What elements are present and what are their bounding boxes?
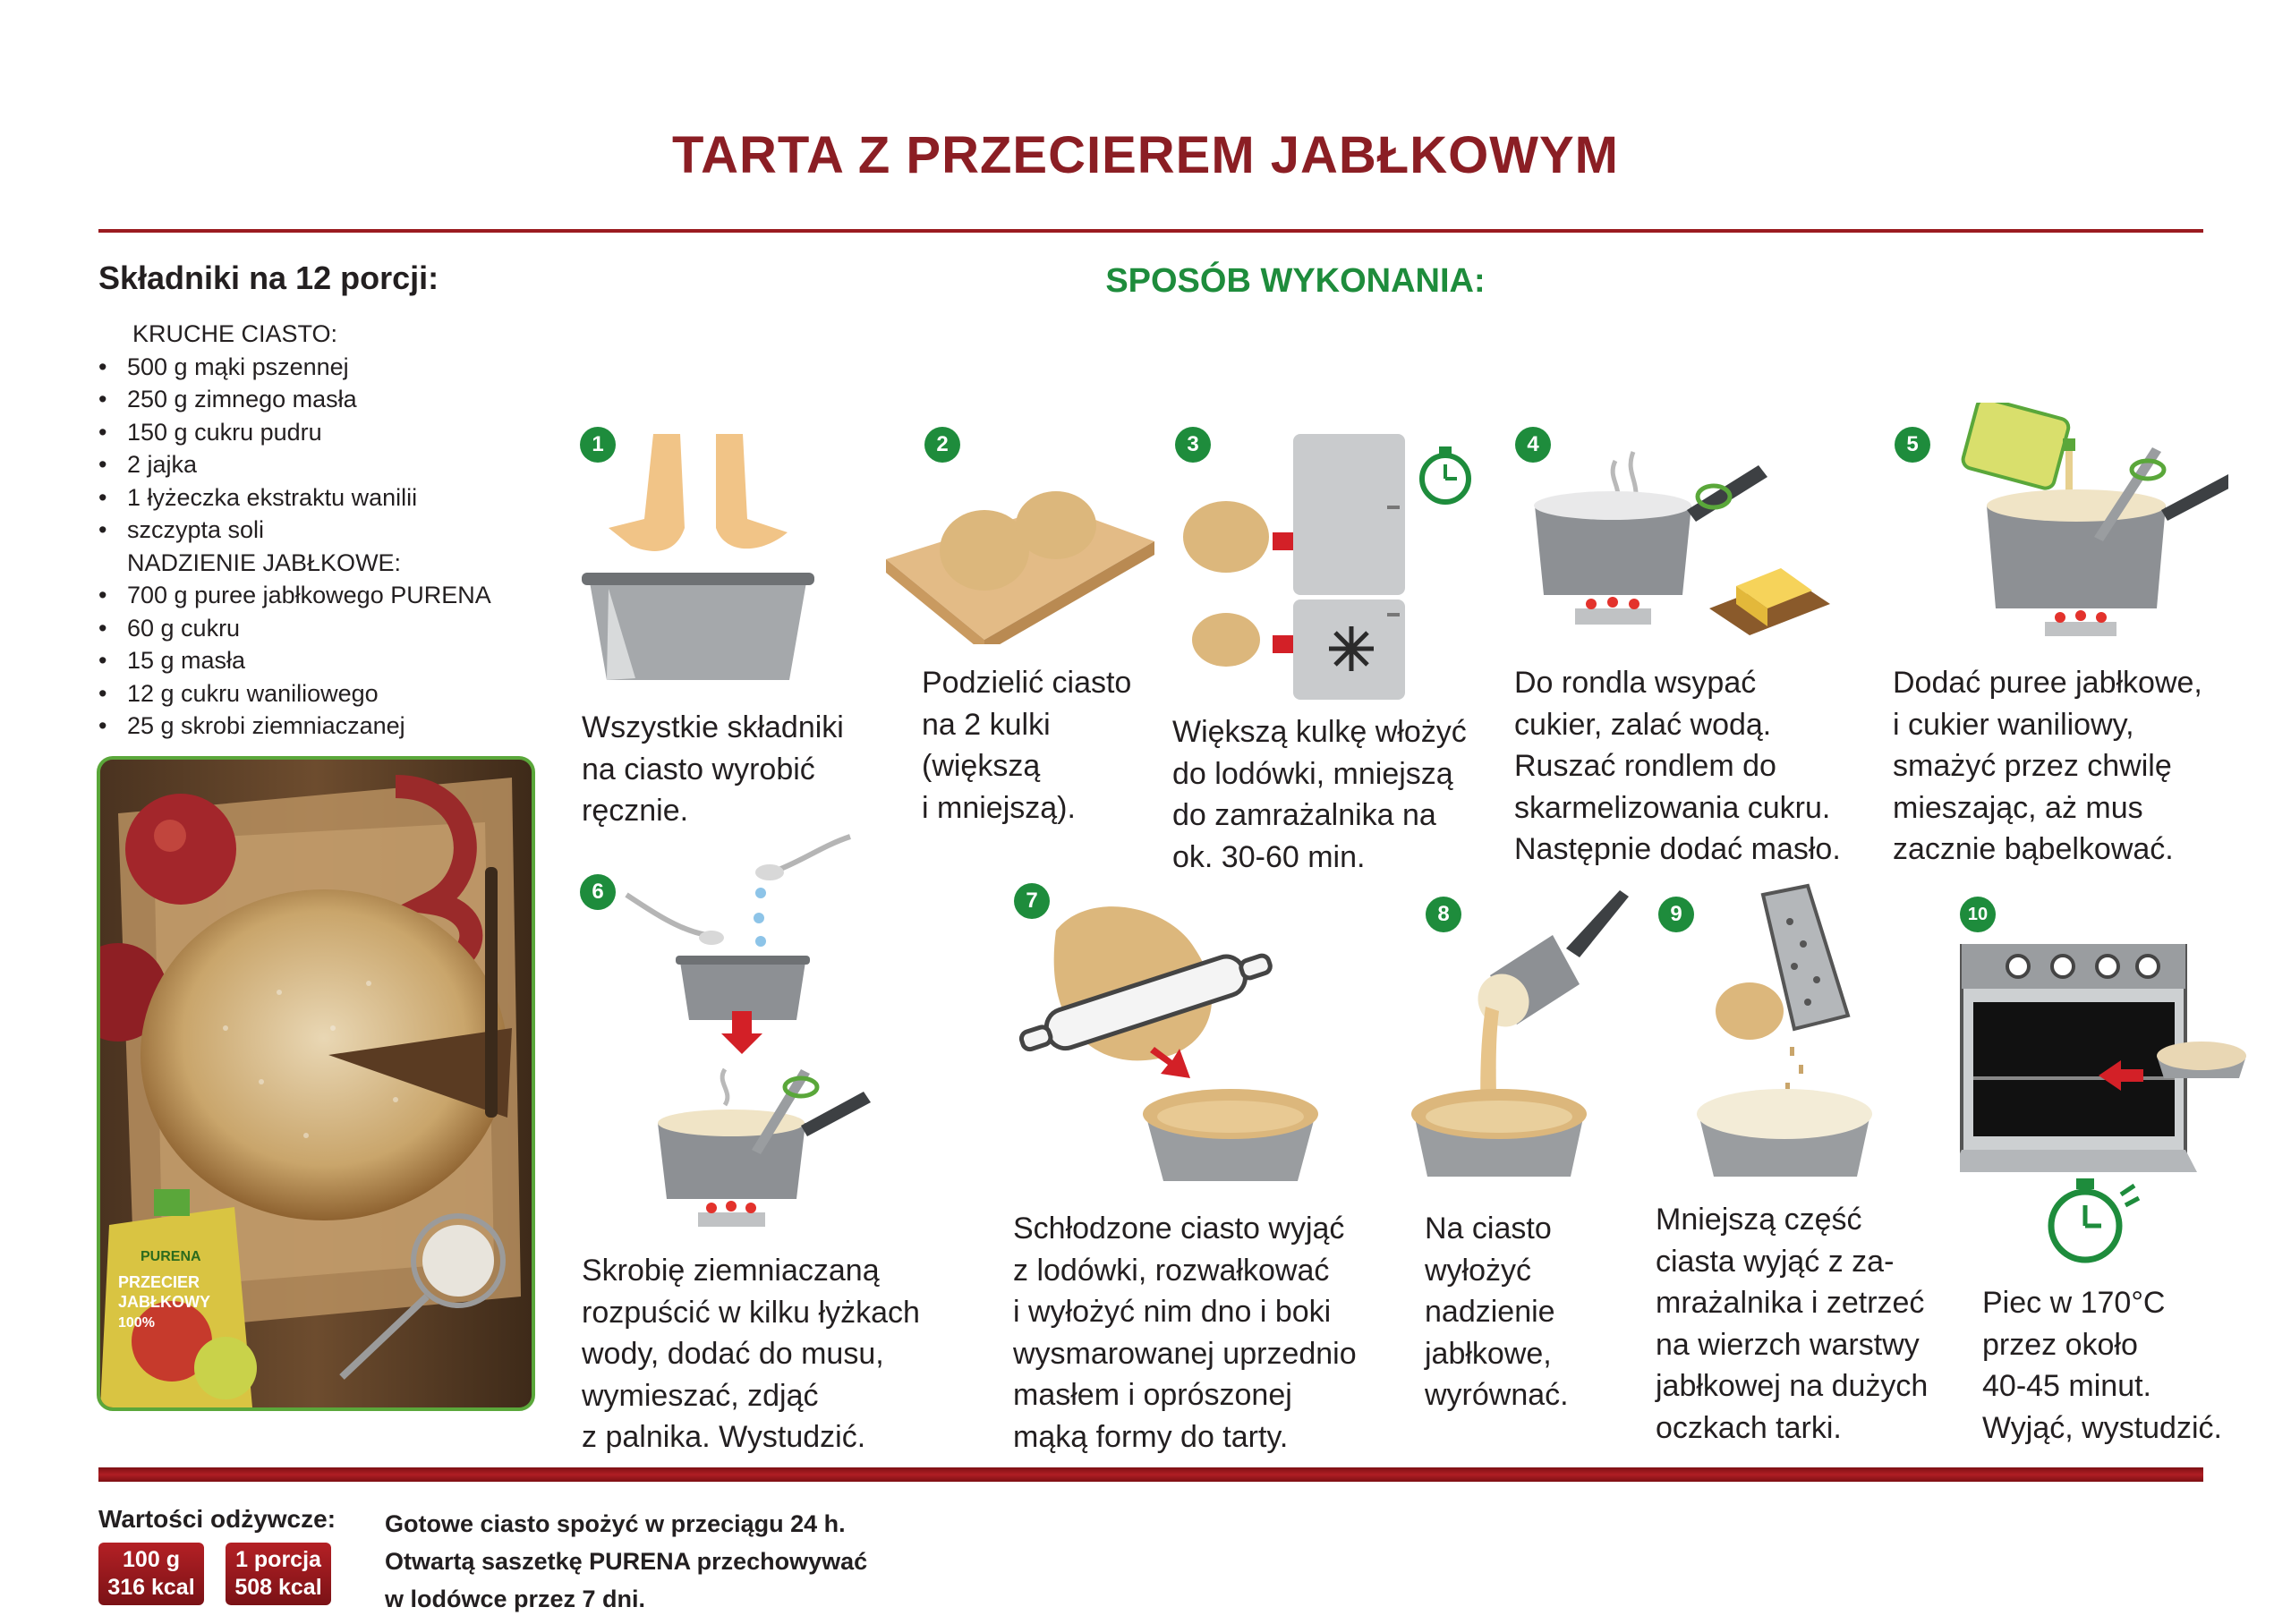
- step-line: jabłkowe,: [1425, 1336, 1552, 1371]
- step-line: skarmelizowania cukru.: [1514, 790, 1831, 825]
- tart-photo: [97, 756, 535, 1411]
- step-text-10: [1982, 1282, 2222, 1449]
- step-text-6: [582, 1250, 920, 1458]
- step-number-6: 6: [580, 874, 616, 910]
- oven-icon: [1960, 944, 2255, 1275]
- saucepan-butter-icon: [1521, 443, 1835, 644]
- step-line: mrażalnika i zetrzeć: [1656, 1286, 1925, 1320]
- grater-tart-icon: [1691, 881, 1879, 1186]
- step-line: (większą: [922, 749, 1041, 783]
- nutrition-badge-portion: [226, 1543, 331, 1605]
- step-line: mieszając, aż mus: [1893, 790, 2143, 825]
- step-line: na 2 kulki: [922, 707, 1051, 742]
- step-number-8: 8: [1426, 897, 1461, 932]
- step-line: na ciasto wyrobić: [582, 752, 815, 786]
- badge-value: 316 kcal: [107, 1575, 195, 1600]
- step-text-1: [582, 707, 844, 832]
- starch-saucepan-icon: [617, 832, 877, 1244]
- step-line: do zamrażalnika na: [1172, 798, 1436, 832]
- rolling-pin-tart-icon: [1016, 895, 1329, 1190]
- step-line: Następnie dodać masło.: [1514, 832, 1841, 866]
- step-number-3: 3: [1175, 427, 1211, 463]
- header-divider: [98, 229, 2203, 233]
- step-line: wody, dodać do musu,: [582, 1337, 884, 1371]
- ingredient-item: • 250 g zimnego masła: [98, 383, 491, 416]
- pouring-filling-icon: [1410, 886, 1638, 1186]
- ingredient-item: • 1 łyżeczka ekstraktu wanilii: [98, 481, 491, 514]
- step-number-10: 10: [1960, 897, 1996, 932]
- ingredient-item: • 12 g cukru waniliowego: [98, 677, 491, 710]
- storage-line: w lodówce przez 7 dni.: [385, 1586, 646, 1612]
- step-line: z lodówki, rozwałkować: [1013, 1253, 1330, 1288]
- pouch-label-line: 100%: [118, 1315, 155, 1331]
- footer-divider: [98, 1467, 2203, 1482]
- ingredients-heading: Składniki na 12 porcji:: [98, 259, 439, 296]
- step-text-9: [1656, 1199, 1928, 1449]
- step-line: ok. 30-60 min.: [1172, 839, 1366, 874]
- nutrition-heading: Wartości odżywcze:: [98, 1505, 336, 1533]
- step-number-9: 9: [1658, 897, 1694, 932]
- storage-line: Gotowe ciasto spożyć w przeciągu 24 h.: [385, 1510, 846, 1537]
- step-number-2: 2: [924, 427, 960, 463]
- step-line: Wyjąć, wystudzić.: [1982, 1410, 2222, 1445]
- step-line: i cukier waniliowy,: [1893, 707, 2134, 742]
- step-line: zacznie bąbelkować.: [1893, 832, 2174, 866]
- step-line: smażyć przez chwilę: [1893, 749, 2172, 783]
- badge-value: 508 kcal: [234, 1575, 322, 1600]
- step-line: Schłodzone ciasto wyjąć: [1013, 1212, 1345, 1246]
- storage-note: [385, 1505, 867, 1618]
- step-line: ciasta wyjąć z za-: [1656, 1244, 1895, 1279]
- step-line: Podzielić ciasto: [922, 666, 1132, 700]
- dough-heading: KRUCHE CIASTO:: [132, 320, 338, 347]
- step-line: ręcznie.: [582, 794, 689, 828]
- pouch-label-line: JABŁKOWY: [118, 1293, 210, 1311]
- ingredient-item: • 150 g cukru pudru: [98, 416, 491, 449]
- step-line: wyrównać.: [1425, 1378, 1569, 1412]
- ingredient-item: • szczypta soli: [98, 514, 491, 547]
- step-text-7: [1013, 1208, 1357, 1458]
- step-text-8: [1425, 1208, 1569, 1416]
- ingredients-list: [98, 318, 491, 743]
- step-line: cukier, zalać wodą.: [1514, 707, 1772, 742]
- badge-label: 1 porcja: [235, 1547, 321, 1572]
- step-line: wymieszać, zdjąć: [582, 1378, 819, 1413]
- step-line: przez około: [1982, 1327, 2138, 1362]
- step-line: Mniejszą część: [1656, 1203, 1862, 1237]
- step-line: wyłożyć: [1425, 1253, 1532, 1288]
- step-line: na wierzch warstwy: [1656, 1327, 1920, 1362]
- fridge-freezer-icon: [1172, 434, 1481, 702]
- pouch-label-line: PRZECIER: [118, 1273, 200, 1291]
- step-number-7: 7: [1014, 883, 1050, 919]
- pouch-brand: PURENA: [141, 1249, 201, 1264]
- dough-board-icon: [886, 488, 1159, 644]
- step-number-5: 5: [1895, 427, 1930, 463]
- step-text-2: [922, 662, 1131, 829]
- step-line: nadzienie: [1425, 1295, 1555, 1329]
- ingredient-item: • 500 g mąki pszennej: [98, 351, 491, 384]
- step-text-5: [1893, 662, 2202, 871]
- step-line: 40-45 minut.: [1982, 1369, 2151, 1403]
- step-line: i wyłożyć nim dno i boki: [1013, 1295, 1332, 1329]
- storage-line: Otwartą saszetkę PURENA przechowywać: [385, 1548, 868, 1575]
- step-line: Ruszać rondlem do: [1514, 749, 1776, 783]
- page-title: TARTA Z PRZECIEREM JABŁKOWYM: [672, 126, 1619, 184]
- ingredient-item: • 2 jajka: [98, 448, 491, 481]
- step-line: Do rondla wsypać: [1514, 666, 1757, 700]
- pouring-pouch-icon: [1960, 403, 2228, 644]
- step-line: rozpuścić w kilku łyżkach: [582, 1295, 920, 1330]
- step-line: jabłkowej na dużych: [1656, 1369, 1929, 1403]
- badge-label: 100 g: [123, 1547, 180, 1572]
- hands-bowl-icon: [582, 429, 814, 689]
- ingredient-item: • 25 g skrobi ziemniaczanej: [98, 710, 491, 743]
- step-line: i mniejszą).: [922, 790, 1076, 825]
- step-line: oczkach tarki.: [1656, 1410, 1842, 1445]
- step-number-1: 1: [580, 427, 616, 463]
- apple-icon: [125, 794, 236, 905]
- nutrition-badge-100g: [98, 1543, 204, 1605]
- ingredient-item: • 60 g cukru: [98, 612, 491, 645]
- method-heading: SPOSÓB WYKONANIA:: [1105, 262, 1486, 300]
- step-line: do lodówki, mniejszą: [1172, 756, 1453, 791]
- step-text-4: [1514, 662, 1841, 871]
- snowflake-icon: [1329, 626, 1374, 671]
- step-line: wysmarowanej uprzednio: [1013, 1336, 1357, 1371]
- step-line: Większą kulkę włożyć: [1172, 715, 1467, 749]
- step-line: masłem i oprószonej: [1013, 1378, 1292, 1412]
- step-text-3: [1172, 711, 1467, 878]
- step-line: Dodać puree jabłkowe,: [1893, 666, 2202, 700]
- ingredient-item: • 700 g puree jabłkowego PURENA: [98, 579, 491, 612]
- filling-heading: NADZIENIE JABŁKOWE:: [127, 548, 402, 576]
- step-line: mąką formy do tarty.: [1013, 1419, 1289, 1454]
- step-line: Piec w 170°C: [1982, 1286, 2166, 1320]
- step-line: Wszystkie składniki: [582, 710, 844, 744]
- step-line: Skrobię ziemniaczaną: [582, 1254, 880, 1288]
- ingredient-item: • 15 g masła: [98, 644, 491, 677]
- step-number-4: 4: [1515, 427, 1551, 463]
- step-line: z palnika. Wystudzić.: [582, 1420, 866, 1454]
- tart-photo-illustration: [100, 760, 532, 1407]
- step-line: Na ciasto: [1425, 1212, 1552, 1246]
